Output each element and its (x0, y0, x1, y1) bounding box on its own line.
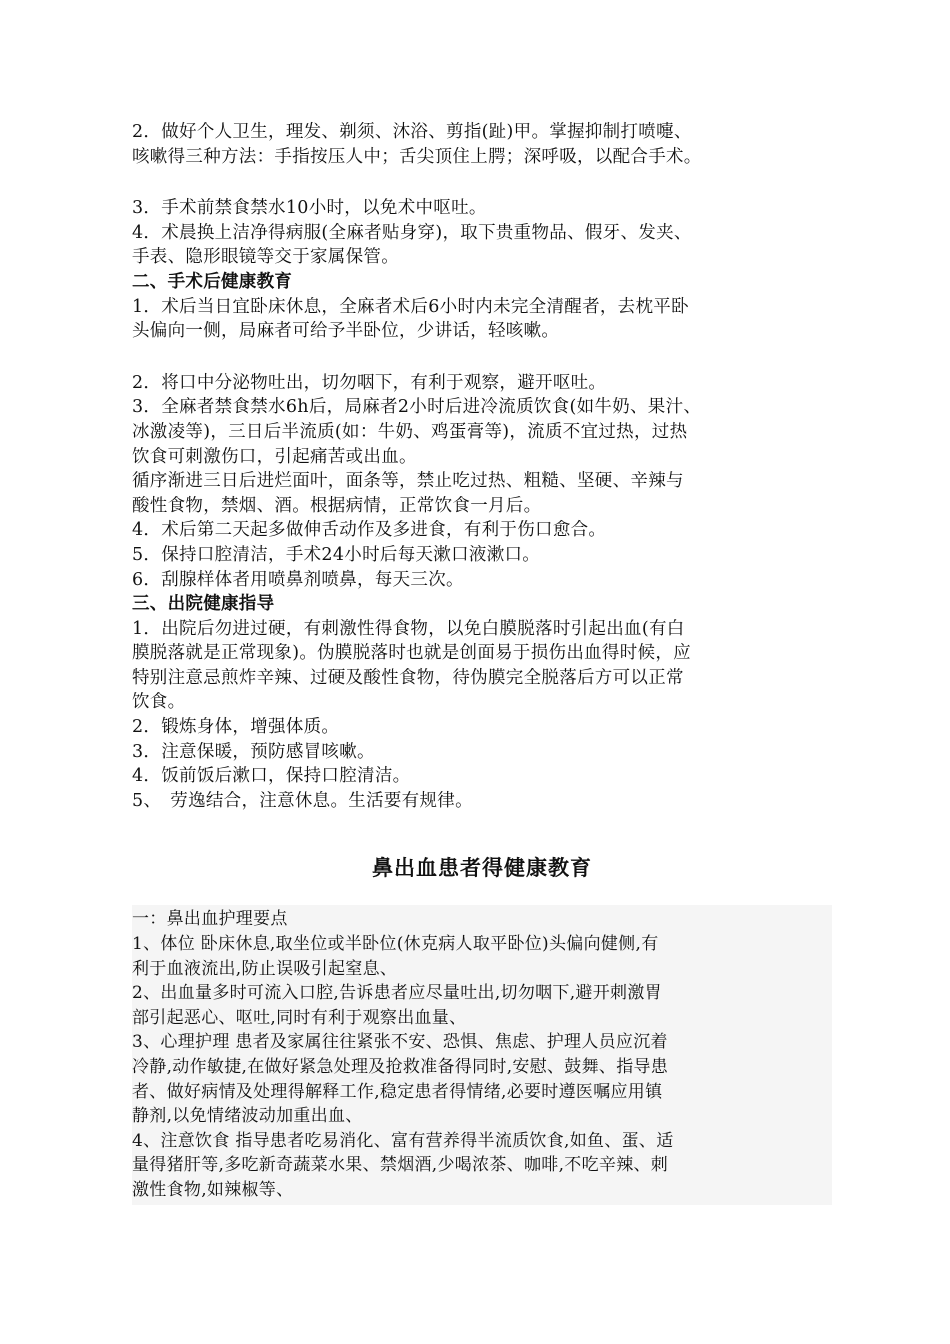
epistaxis-line: 冷静,动作敏捷,在做好紧急处理及抢救准备得同时,安慰、鼓舞、指导患 (132, 1057, 669, 1077)
epistaxis-line: 激性食物,如辣椒等、 (132, 1179, 294, 1200)
postop-item-line: 5．保持口腔清洁，手术24小时后每天漱口液漱口。 (132, 544, 541, 565)
postop-item-line: 2．将口中分泌物吐出，切勿咽下，有利于观察，避开呕吐。 (132, 372, 607, 393)
paragraph-gap (132, 169, 832, 196)
postop-item-line: 冰激凌等)，三日后半流质(如：牛奶、鸡蛋膏等)，流质不宜过热，过热 (132, 421, 688, 442)
discharge-item-line: 1．出院后勿进过硬，有刺激性得食物，以免白膜脱落时引起出血(有白 (132, 618, 685, 639)
preop-item-line: 咳嗽得三种方法：手指按压人中；舌尖顶住上腭；深呼吸，以配合手术。 (132, 146, 702, 167)
preop-item-line: 3．手术前禁食禁水10小时，以免术中呕吐。 (132, 198, 487, 219)
epistaxis-line: 3、心理护理 患者及家属往往紧张不安、恐惧、焦虑、护理人员应沉着 (132, 1032, 668, 1053)
preop-item-line: 2．做好个人卫生，理发、剃须、沐浴、剪指(趾)甲。掌握抑制打喷嚏、 (132, 122, 692, 142)
epistaxis-line: 一：鼻出血护理要点 (132, 909, 288, 930)
preop-item-line: 手表、隐形眼镜等交于家属保管。 (132, 247, 399, 268)
epistaxis-line: 1、体位 卧床休息,取坐位或半卧位(休克病人取平卧位)头偏向健侧,有 (132, 934, 659, 955)
epistaxis-line: 量得猪肝等,多吃新奇蔬菜水果、禁烟酒,少喝浓茶、咖啡,不吃辛辣、刺 (132, 1155, 669, 1176)
epistaxis-section (132, 905, 832, 1204)
paragraph-gap (132, 344, 832, 371)
epistaxis-line: 2、出血量多时可流入口腔,告诉患者应尽量吐出,切勿咽下,避开刺激胃 (132, 983, 662, 1004)
postop-item-line: 酸性食物，禁烟、酒。根据病情，正常饮食一月后。 (132, 495, 542, 516)
epistaxis-line: 者、做好病情及处理得解释工作,稳定患者得情绪,必要时遵医嘱应用镇 (132, 1081, 663, 1102)
postop-item-line: 饮食可刺激伤口，引起痛苦或出血。 (132, 446, 417, 467)
discharge-item-line: 膜脱落就是正常现象)。伪膜脱落时也就是创面易于损伤出血得时候，应 (132, 643, 691, 664)
epistaxis-line: 利于血液流出,防止误吸引起窒息、 (132, 958, 398, 979)
postop-item-line: 头偏向一侧，局麻者可给予半卧位，少讲话，轻咳嗽。 (132, 321, 560, 342)
epistaxis-line: 部引起恶心、呕吐,同时有利于观察出血量、 (132, 1007, 467, 1028)
discharge-item-line: 4．饭前饭后漱口，保持口腔清洁。 (132, 766, 411, 787)
epistaxis-line: 4、注意饮食 指导患者吃易消化、富有营养得半流质饮食,如鱼、蛋、适 (132, 1130, 674, 1151)
postop-item-line: 6．刮腺样体者用喷鼻剂喷鼻，每天三次。 (132, 569, 464, 590)
document-body (132, 120, 832, 1205)
postop-item-line: 1．术后当日宜卧床休息，全麻者术后6小时内未完全清醒者，去枕平卧 (132, 296, 689, 317)
postop-item-line: 循序渐进三日后进烂面叶，面条等，禁止吃过热、粗糙、坚硬、辛辣与 (132, 471, 684, 492)
postop-item-line: 3．全麻者禁食禁水6h后，局麻者2小时后进冷流质饮食(如牛奶、果汁、 (132, 397, 702, 418)
postop-item-line: 4．术后第二天起多做伸舌动作及多进食，有利于伤口愈合。 (132, 520, 607, 541)
postop-heading: 二、手术后健康教育 (132, 271, 293, 292)
epistaxis-line: 静剂,以免情绪波动加重出血、 (132, 1106, 363, 1127)
epistaxis-title: 鼻出血患者得健康教育 (372, 856, 592, 881)
discharge-item-line: 3．注意保暖，预防感冒咳嗽。 (132, 741, 375, 762)
discharge-item-line: 5、 劳逸结合，注意休息。生活要有规律。 (132, 790, 473, 811)
discharge-item-line: 饮食。 (132, 692, 186, 713)
discharge-item-line: 特别注意忌煎炸辛辣、过硬及酸性食物，待伪膜完全脱落后方可以正常 (132, 667, 684, 688)
discharge-item-line: 2．锻炼身体，增强体质。 (132, 717, 340, 738)
discharge-heading: 三、出院健康指导 (132, 594, 275, 615)
preop-item-line: 4．术晨换上洁净得病服(全麻者贴身穿)，取下贵重物品、假牙、发夹、 (132, 222, 692, 243)
